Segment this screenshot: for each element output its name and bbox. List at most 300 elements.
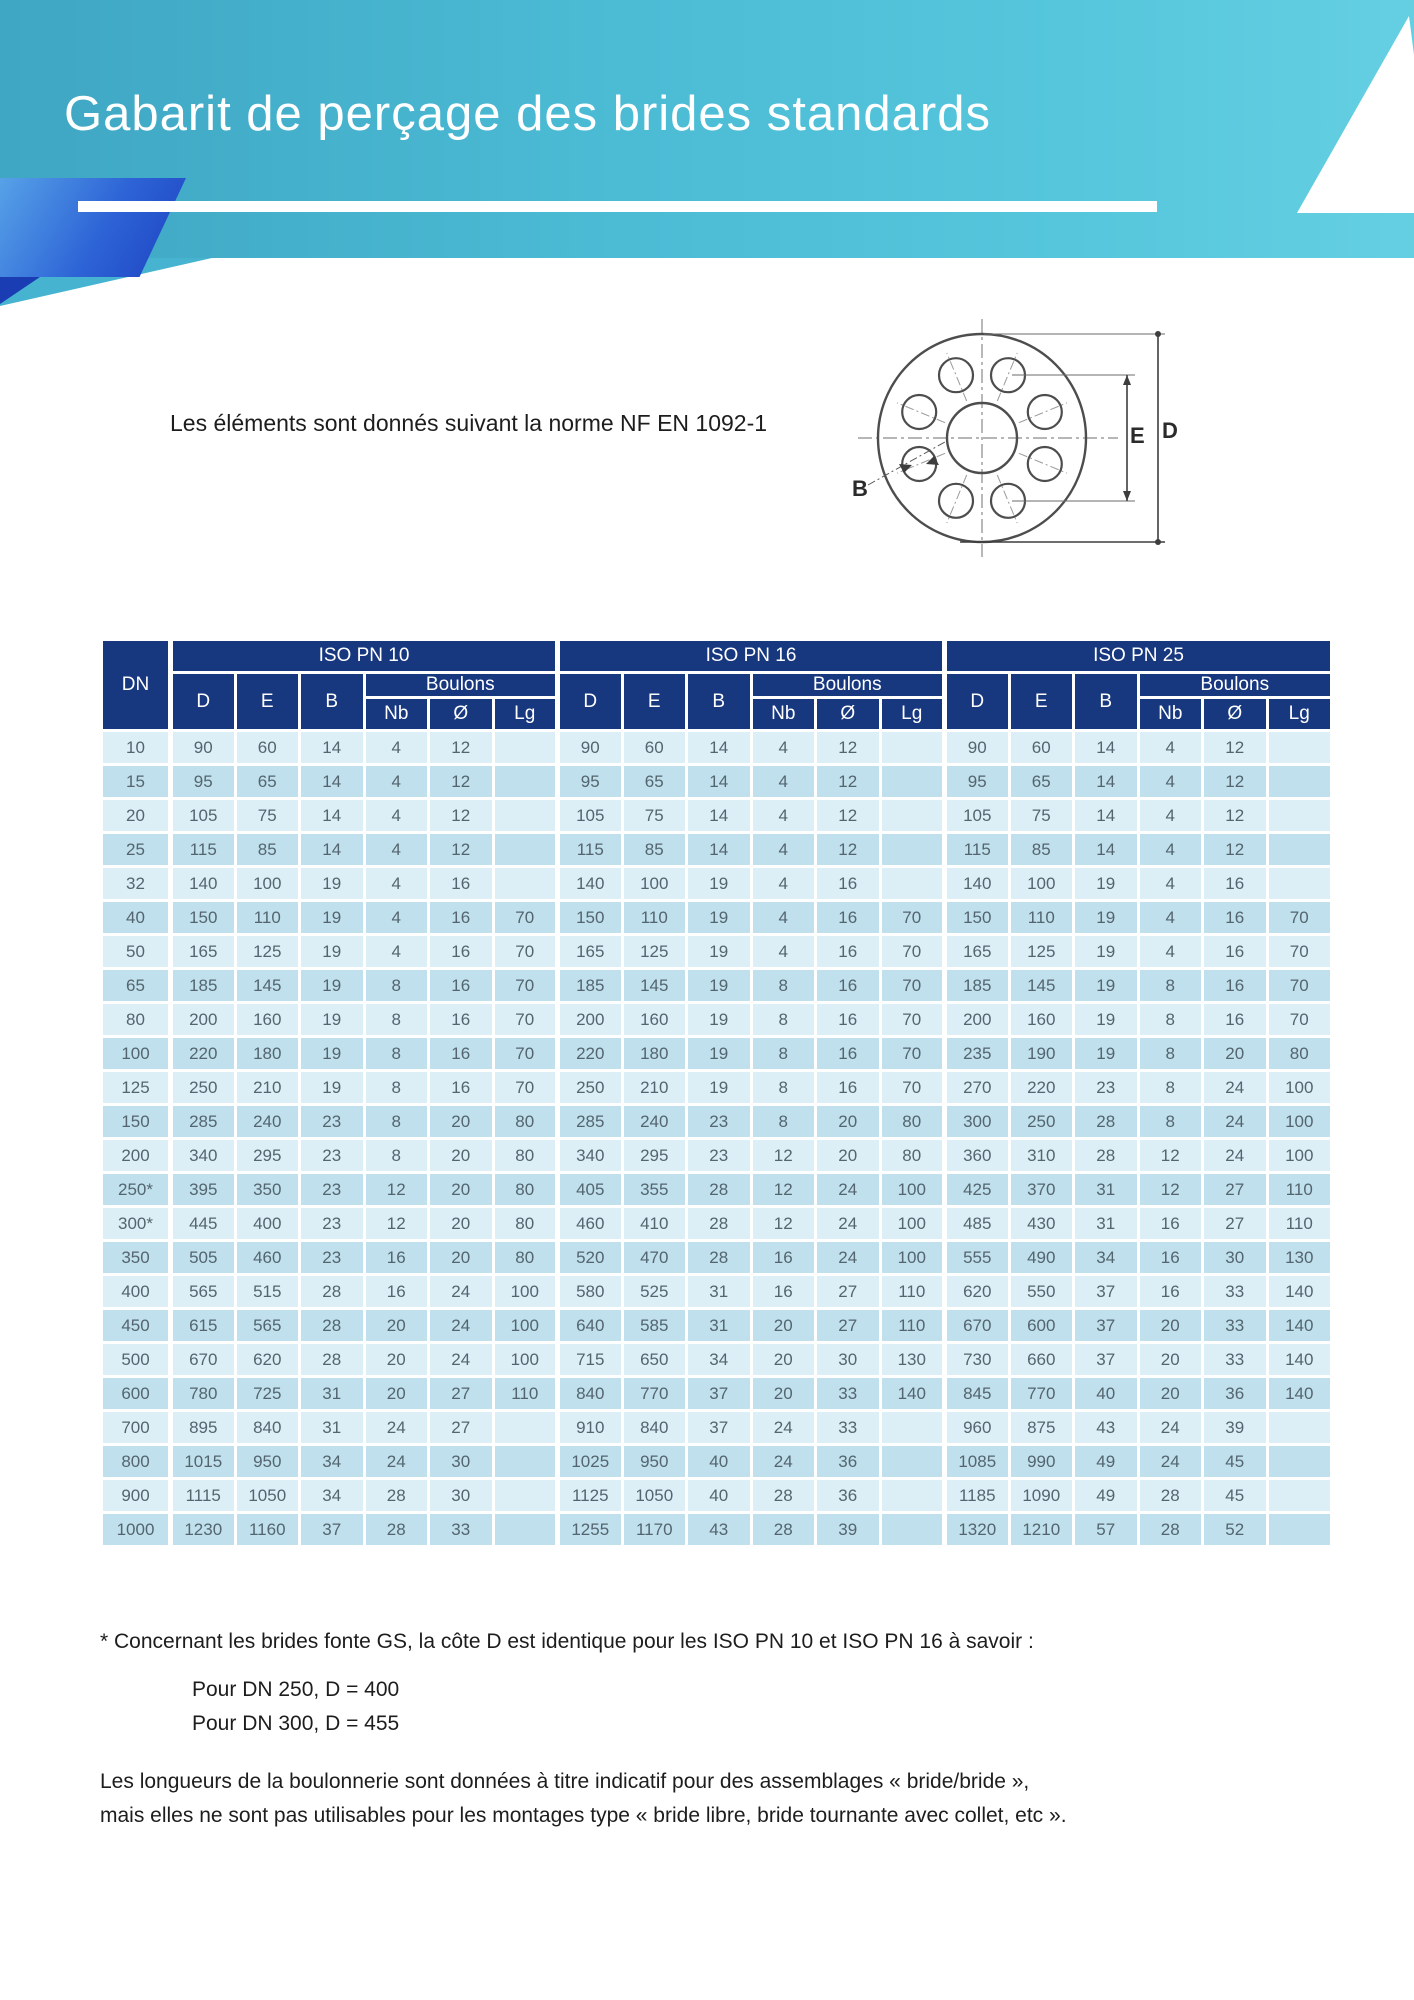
value-cell: 70: [1267, 901, 1332, 935]
value-cell: 1160: [235, 1513, 300, 1547]
value-cell: 12: [816, 833, 881, 867]
value-cell: 640: [558, 1309, 623, 1343]
value-cell: 150: [945, 901, 1010, 935]
table-row: [102, 1513, 1332, 1547]
value-cell: 140: [1267, 1343, 1332, 1377]
value-cell: 75: [1009, 799, 1074, 833]
value-cell: 16: [751, 1241, 816, 1275]
value-cell: 33: [1203, 1309, 1268, 1343]
value-cell: 45: [1203, 1479, 1268, 1513]
value-cell: 8: [751, 1105, 816, 1139]
value-cell: 16: [1138, 1207, 1203, 1241]
value-cell: 33: [1203, 1343, 1268, 1377]
value-cell: 34: [300, 1479, 365, 1513]
value-cell: 565: [171, 1275, 236, 1309]
value-cell: 565: [235, 1309, 300, 1343]
value-cell: 125: [1009, 935, 1074, 969]
value-cell: 200: [558, 1003, 623, 1037]
value-cell: 31: [687, 1275, 752, 1309]
dn-cell: 900: [102, 1479, 171, 1513]
value-cell: 24: [429, 1309, 494, 1343]
value-cell: 12: [364, 1173, 429, 1207]
value-cell: 4: [364, 867, 429, 901]
value-cell: 14: [1074, 799, 1139, 833]
value-cell: 660: [1009, 1343, 1074, 1377]
value-cell: 235: [945, 1037, 1010, 1071]
value-cell: 12: [751, 1139, 816, 1173]
value-cell: 460: [558, 1207, 623, 1241]
table-row: [102, 833, 1332, 867]
value-cell: 4: [1138, 833, 1203, 867]
value-cell: 14: [300, 731, 365, 765]
value-cell: 100: [880, 1173, 945, 1207]
value-cell: 16: [816, 969, 881, 1003]
value-cell: 90: [945, 731, 1010, 765]
value-cell: 24: [751, 1411, 816, 1445]
value-cell: 19: [300, 901, 365, 935]
value-cell: 23: [300, 1173, 365, 1207]
table-row: [102, 799, 1332, 833]
value-cell: 36: [816, 1479, 881, 1513]
value-cell: 210: [622, 1071, 687, 1105]
group-header-pn25: ISO PN 25: [945, 640, 1332, 673]
value-cell: 12: [1138, 1173, 1203, 1207]
value-cell: 100: [1009, 867, 1074, 901]
value-cell: 670: [171, 1343, 236, 1377]
value-cell: 23: [687, 1139, 752, 1173]
value-cell: [1267, 1513, 1332, 1547]
value-cell: 485: [945, 1207, 1010, 1241]
col-header-d: D: [945, 673, 1010, 731]
value-cell: 8: [364, 1105, 429, 1139]
value-cell: 145: [622, 969, 687, 1003]
value-cell: 130: [880, 1343, 945, 1377]
dn-cell: 350: [102, 1241, 171, 1275]
value-cell: 16: [1203, 901, 1268, 935]
value-cell: 80: [493, 1207, 558, 1241]
value-cell: 4: [364, 901, 429, 935]
value-cell: 80: [493, 1173, 558, 1207]
value-cell: 140: [1267, 1275, 1332, 1309]
value-cell: 31: [1074, 1207, 1139, 1241]
value-cell: 85: [1009, 833, 1074, 867]
col-header-diameter: Ø: [1203, 698, 1268, 731]
bolt-length-note-line2: mais elles ne sont pas utilisables pour les montages type « bride libre, bride tournante avec collet, etc ».: [100, 1803, 1067, 1827]
value-cell: 28: [364, 1513, 429, 1547]
value-cell: 23: [300, 1139, 365, 1173]
col-header-b: B: [300, 673, 365, 731]
value-cell: 100: [880, 1207, 945, 1241]
value-cell: 16: [751, 1275, 816, 1309]
value-cell: 16: [429, 969, 494, 1003]
value-cell: 405: [558, 1173, 623, 1207]
value-cell: 395: [171, 1173, 236, 1207]
value-cell: 620: [235, 1343, 300, 1377]
value-cell: 4: [1138, 765, 1203, 799]
value-cell: 80: [493, 1105, 558, 1139]
bolt-length-note-line1: Les longueurs de la boulonnerie sont données à titre indicatif pour des assemblages « bride/bride »,: [100, 1770, 1030, 1793]
norm-note: Les éléments sont donnés suivant la norme NF EN 1092-1: [170, 410, 768, 436]
value-cell: 20: [429, 1105, 494, 1139]
value-cell: 24: [816, 1173, 881, 1207]
diagram-label-d: D: [1162, 418, 1178, 443]
value-cell: 110: [493, 1377, 558, 1411]
value-cell: 12: [751, 1207, 816, 1241]
page-title: Gabarit de perçage des brides standards: [64, 87, 991, 141]
value-cell: 60: [622, 731, 687, 765]
value-cell: 4: [364, 935, 429, 969]
table-row: [102, 1105, 1332, 1139]
value-cell: 12: [1203, 799, 1268, 833]
value-cell: 24: [364, 1445, 429, 1479]
note-dn300: Pour DN 300, D = 455: [192, 1712, 400, 1735]
value-cell: 8: [1138, 1037, 1203, 1071]
value-cell: 1115: [171, 1479, 236, 1513]
group-header-pn16: ISO PN 16: [558, 640, 945, 673]
value-cell: 4: [1138, 799, 1203, 833]
value-cell: 40: [687, 1445, 752, 1479]
value-cell: 16: [429, 935, 494, 969]
value-cell: 34: [687, 1343, 752, 1377]
value-cell: 770: [622, 1377, 687, 1411]
value-cell: 52: [1203, 1513, 1268, 1547]
value-cell: 160: [1009, 1003, 1074, 1037]
value-cell: 410: [622, 1207, 687, 1241]
value-cell: 70: [493, 1003, 558, 1037]
value-cell: [880, 1513, 945, 1547]
value-cell: 19: [300, 1037, 365, 1071]
asterisk-note: * Concernant les brides fonte GS, la côte D est identique pour les ISO PN 10 et ISO PN 16 à savoir :: [100, 1630, 1034, 1653]
value-cell: 27: [1203, 1173, 1268, 1207]
table-row: [102, 969, 1332, 1003]
value-cell: 8: [1138, 1071, 1203, 1105]
value-cell: 100: [1267, 1139, 1332, 1173]
value-cell: 60: [1009, 731, 1074, 765]
dn-cell: 250*: [102, 1173, 171, 1207]
value-cell: 620: [945, 1275, 1010, 1309]
table-row: [102, 1343, 1332, 1377]
value-cell: 115: [171, 833, 236, 867]
value-cell: 19: [687, 1003, 752, 1037]
value-cell: 295: [235, 1139, 300, 1173]
value-cell: 16: [429, 1003, 494, 1037]
value-cell: [493, 765, 558, 799]
value-cell: 19: [1074, 1003, 1139, 1037]
value-cell: 505: [171, 1241, 236, 1275]
value-cell: [493, 833, 558, 867]
value-cell: [880, 1445, 945, 1479]
dn-cell: 700: [102, 1411, 171, 1445]
table-row: [102, 1241, 1332, 1275]
value-cell: 100: [1267, 1105, 1332, 1139]
table-row: [102, 1139, 1332, 1173]
value-cell: 70: [880, 1003, 945, 1037]
value-cell: 4: [751, 731, 816, 765]
table-row: [102, 935, 1332, 969]
diagram-label-e: E: [1130, 423, 1145, 448]
value-cell: 140: [558, 867, 623, 901]
dn-cell: 10: [102, 731, 171, 765]
value-cell: 8: [364, 1003, 429, 1037]
value-cell: 20: [751, 1343, 816, 1377]
table-row: [102, 1309, 1332, 1343]
value-cell: 27: [1203, 1207, 1268, 1241]
value-cell: 4: [751, 867, 816, 901]
value-cell: 185: [945, 969, 1010, 1003]
value-cell: 160: [622, 1003, 687, 1037]
value-cell: 12: [816, 765, 881, 799]
value-cell: [880, 833, 945, 867]
value-cell: 1050: [622, 1479, 687, 1513]
table-row: [102, 1479, 1332, 1513]
value-cell: 185: [558, 969, 623, 1003]
value-cell: 28: [300, 1309, 365, 1343]
value-cell: 140: [171, 867, 236, 901]
value-cell: 8: [1138, 1003, 1203, 1037]
value-cell: [1267, 731, 1332, 765]
value-cell: 45: [1203, 1445, 1268, 1479]
value-cell: 4: [1138, 731, 1203, 765]
value-cell: 19: [687, 969, 752, 1003]
value-cell: 150: [171, 901, 236, 935]
dn-cell: 1000: [102, 1513, 171, 1547]
value-cell: 250: [171, 1071, 236, 1105]
value-cell: 24: [1203, 1071, 1268, 1105]
value-cell: 19: [1074, 1037, 1139, 1071]
value-cell: 60: [235, 731, 300, 765]
value-cell: 57: [1074, 1513, 1139, 1547]
value-cell: 115: [558, 833, 623, 867]
value-cell: 16: [1203, 935, 1268, 969]
col-header-dn: DN: [102, 640, 171, 731]
value-cell: 24: [429, 1275, 494, 1309]
col-header-nb: Nb: [364, 698, 429, 731]
value-cell: 4: [364, 731, 429, 765]
value-cell: 550: [1009, 1275, 1074, 1309]
value-cell: 16: [816, 1037, 881, 1071]
value-cell: 12: [429, 765, 494, 799]
value-cell: 180: [622, 1037, 687, 1071]
value-cell: 75: [622, 799, 687, 833]
value-cell: 16: [429, 901, 494, 935]
value-cell: 4: [364, 833, 429, 867]
value-cell: 31: [1074, 1173, 1139, 1207]
value-cell: 14: [1074, 765, 1139, 799]
dn-cell: 65: [102, 969, 171, 1003]
value-cell: 250: [558, 1071, 623, 1105]
value-cell: 4: [1138, 867, 1203, 901]
dn-cell: 125: [102, 1071, 171, 1105]
value-cell: 12: [1138, 1139, 1203, 1173]
value-cell: 33: [816, 1411, 881, 1445]
value-cell: 190: [1009, 1037, 1074, 1071]
value-cell: 14: [300, 833, 365, 867]
value-cell: 240: [622, 1105, 687, 1139]
value-cell: 19: [687, 901, 752, 935]
value-cell: 37: [1074, 1275, 1139, 1309]
value-cell: 14: [300, 765, 365, 799]
value-cell: 910: [558, 1411, 623, 1445]
value-cell: 14: [687, 765, 752, 799]
dn-cell: 300*: [102, 1207, 171, 1241]
value-cell: 37: [1074, 1343, 1139, 1377]
value-cell: 1050: [235, 1479, 300, 1513]
value-cell: 16: [1203, 969, 1268, 1003]
value-cell: 14: [687, 799, 752, 833]
value-cell: 580: [558, 1275, 623, 1309]
value-cell: 8: [751, 1071, 816, 1105]
value-cell: 1210: [1009, 1513, 1074, 1547]
value-cell: 220: [558, 1037, 623, 1071]
value-cell: 300: [945, 1105, 1010, 1139]
value-cell: 4: [1138, 901, 1203, 935]
value-cell: 200: [171, 1003, 236, 1037]
value-cell: 70: [880, 935, 945, 969]
value-cell: 12: [1203, 731, 1268, 765]
value-cell: 65: [622, 765, 687, 799]
table-row: [102, 765, 1332, 799]
value-cell: 27: [816, 1309, 881, 1343]
col-header-nb: Nb: [751, 698, 816, 731]
value-cell: 8: [751, 1037, 816, 1071]
value-cell: 24: [364, 1411, 429, 1445]
value-cell: 24: [751, 1445, 816, 1479]
value-cell: 185: [171, 969, 236, 1003]
value-cell: 90: [558, 731, 623, 765]
value-cell: 90: [171, 731, 236, 765]
value-cell: 240: [235, 1105, 300, 1139]
value-cell: 24: [1138, 1411, 1203, 1445]
value-cell: 70: [880, 1037, 945, 1071]
value-cell: 4: [751, 901, 816, 935]
value-cell: 1320: [945, 1513, 1010, 1547]
col-header-boulons: Boulons: [364, 673, 558, 698]
value-cell: 80: [880, 1139, 945, 1173]
value-cell: 525: [622, 1275, 687, 1309]
value-cell: 12: [429, 731, 494, 765]
value-cell: 110: [622, 901, 687, 935]
value-cell: 1025: [558, 1445, 623, 1479]
value-cell: 16: [816, 1003, 881, 1037]
value-cell: [493, 1479, 558, 1513]
value-cell: 20: [1138, 1309, 1203, 1343]
value-cell: 105: [945, 799, 1010, 833]
value-cell: 145: [235, 969, 300, 1003]
value-cell: 70: [1267, 1003, 1332, 1037]
value-cell: 16: [364, 1275, 429, 1309]
value-cell: 16: [1203, 1003, 1268, 1037]
value-cell: 40: [687, 1479, 752, 1513]
value-cell: 33: [429, 1513, 494, 1547]
value-cell: 220: [171, 1037, 236, 1071]
table-body: [102, 731, 1332, 1547]
value-cell: 37: [687, 1411, 752, 1445]
value-cell: [493, 867, 558, 901]
value-cell: 960: [945, 1411, 1010, 1445]
value-cell: 4: [1138, 935, 1203, 969]
table-row: [102, 1071, 1332, 1105]
value-cell: 30: [429, 1479, 494, 1513]
value-cell: 220: [1009, 1071, 1074, 1105]
value-cell: 140: [1267, 1377, 1332, 1411]
value-cell: 370: [1009, 1173, 1074, 1207]
value-cell: 33: [1203, 1275, 1268, 1309]
table-row: [102, 901, 1332, 935]
value-cell: [1267, 765, 1332, 799]
value-cell: 615: [171, 1309, 236, 1343]
value-cell: 28: [1074, 1105, 1139, 1139]
value-cell: 270: [945, 1071, 1010, 1105]
value-cell: 4: [751, 935, 816, 969]
value-cell: 8: [751, 1003, 816, 1037]
value-cell: 28: [687, 1207, 752, 1241]
value-cell: 200: [945, 1003, 1010, 1037]
value-cell: [880, 799, 945, 833]
value-cell: 20: [751, 1309, 816, 1343]
value-cell: 585: [622, 1309, 687, 1343]
value-cell: 340: [171, 1139, 236, 1173]
value-cell: 34: [300, 1445, 365, 1479]
value-cell: [1267, 799, 1332, 833]
value-cell: 8: [751, 969, 816, 1003]
value-cell: 20: [364, 1309, 429, 1343]
value-cell: 12: [1203, 833, 1268, 867]
value-cell: 12: [751, 1173, 816, 1207]
value-cell: 1015: [171, 1445, 236, 1479]
value-cell: 36: [816, 1445, 881, 1479]
value-cell: 20: [429, 1241, 494, 1275]
value-cell: 70: [880, 1071, 945, 1105]
value-cell: 49: [1074, 1445, 1139, 1479]
value-cell: 145: [1009, 969, 1074, 1003]
value-cell: 80: [1267, 1037, 1332, 1071]
value-cell: 16: [816, 935, 881, 969]
value-cell: 28: [300, 1275, 365, 1309]
value-cell: 70: [880, 969, 945, 1003]
value-cell: 85: [622, 833, 687, 867]
value-cell: 37: [300, 1513, 365, 1547]
value-cell: 20: [1138, 1343, 1203, 1377]
value-cell: 24: [1203, 1139, 1268, 1173]
value-cell: 24: [816, 1241, 881, 1275]
value-cell: 845: [945, 1377, 1010, 1411]
value-cell: [493, 731, 558, 765]
value-cell: 350: [235, 1173, 300, 1207]
table-row: [102, 1445, 1332, 1479]
value-cell: 8: [1138, 969, 1203, 1003]
value-cell: 8: [364, 1071, 429, 1105]
value-cell: 70: [1267, 935, 1332, 969]
value-cell: 36: [1203, 1377, 1268, 1411]
value-cell: 70: [493, 935, 558, 969]
value-cell: [880, 731, 945, 765]
value-cell: 100: [880, 1241, 945, 1275]
value-cell: 670: [945, 1309, 1010, 1343]
value-cell: 19: [1074, 901, 1139, 935]
value-cell: 70: [493, 1071, 558, 1105]
value-cell: 28: [687, 1241, 752, 1275]
value-cell: 31: [687, 1309, 752, 1343]
value-cell: 20: [364, 1343, 429, 1377]
table-row: [102, 1173, 1332, 1207]
col-header-e: E: [1009, 673, 1074, 731]
value-cell: 28: [687, 1173, 752, 1207]
value-cell: 65: [235, 765, 300, 799]
value-cell: 125: [235, 935, 300, 969]
value-cell: 110: [235, 901, 300, 935]
value-cell: 14: [687, 731, 752, 765]
value-cell: 14: [1074, 731, 1139, 765]
